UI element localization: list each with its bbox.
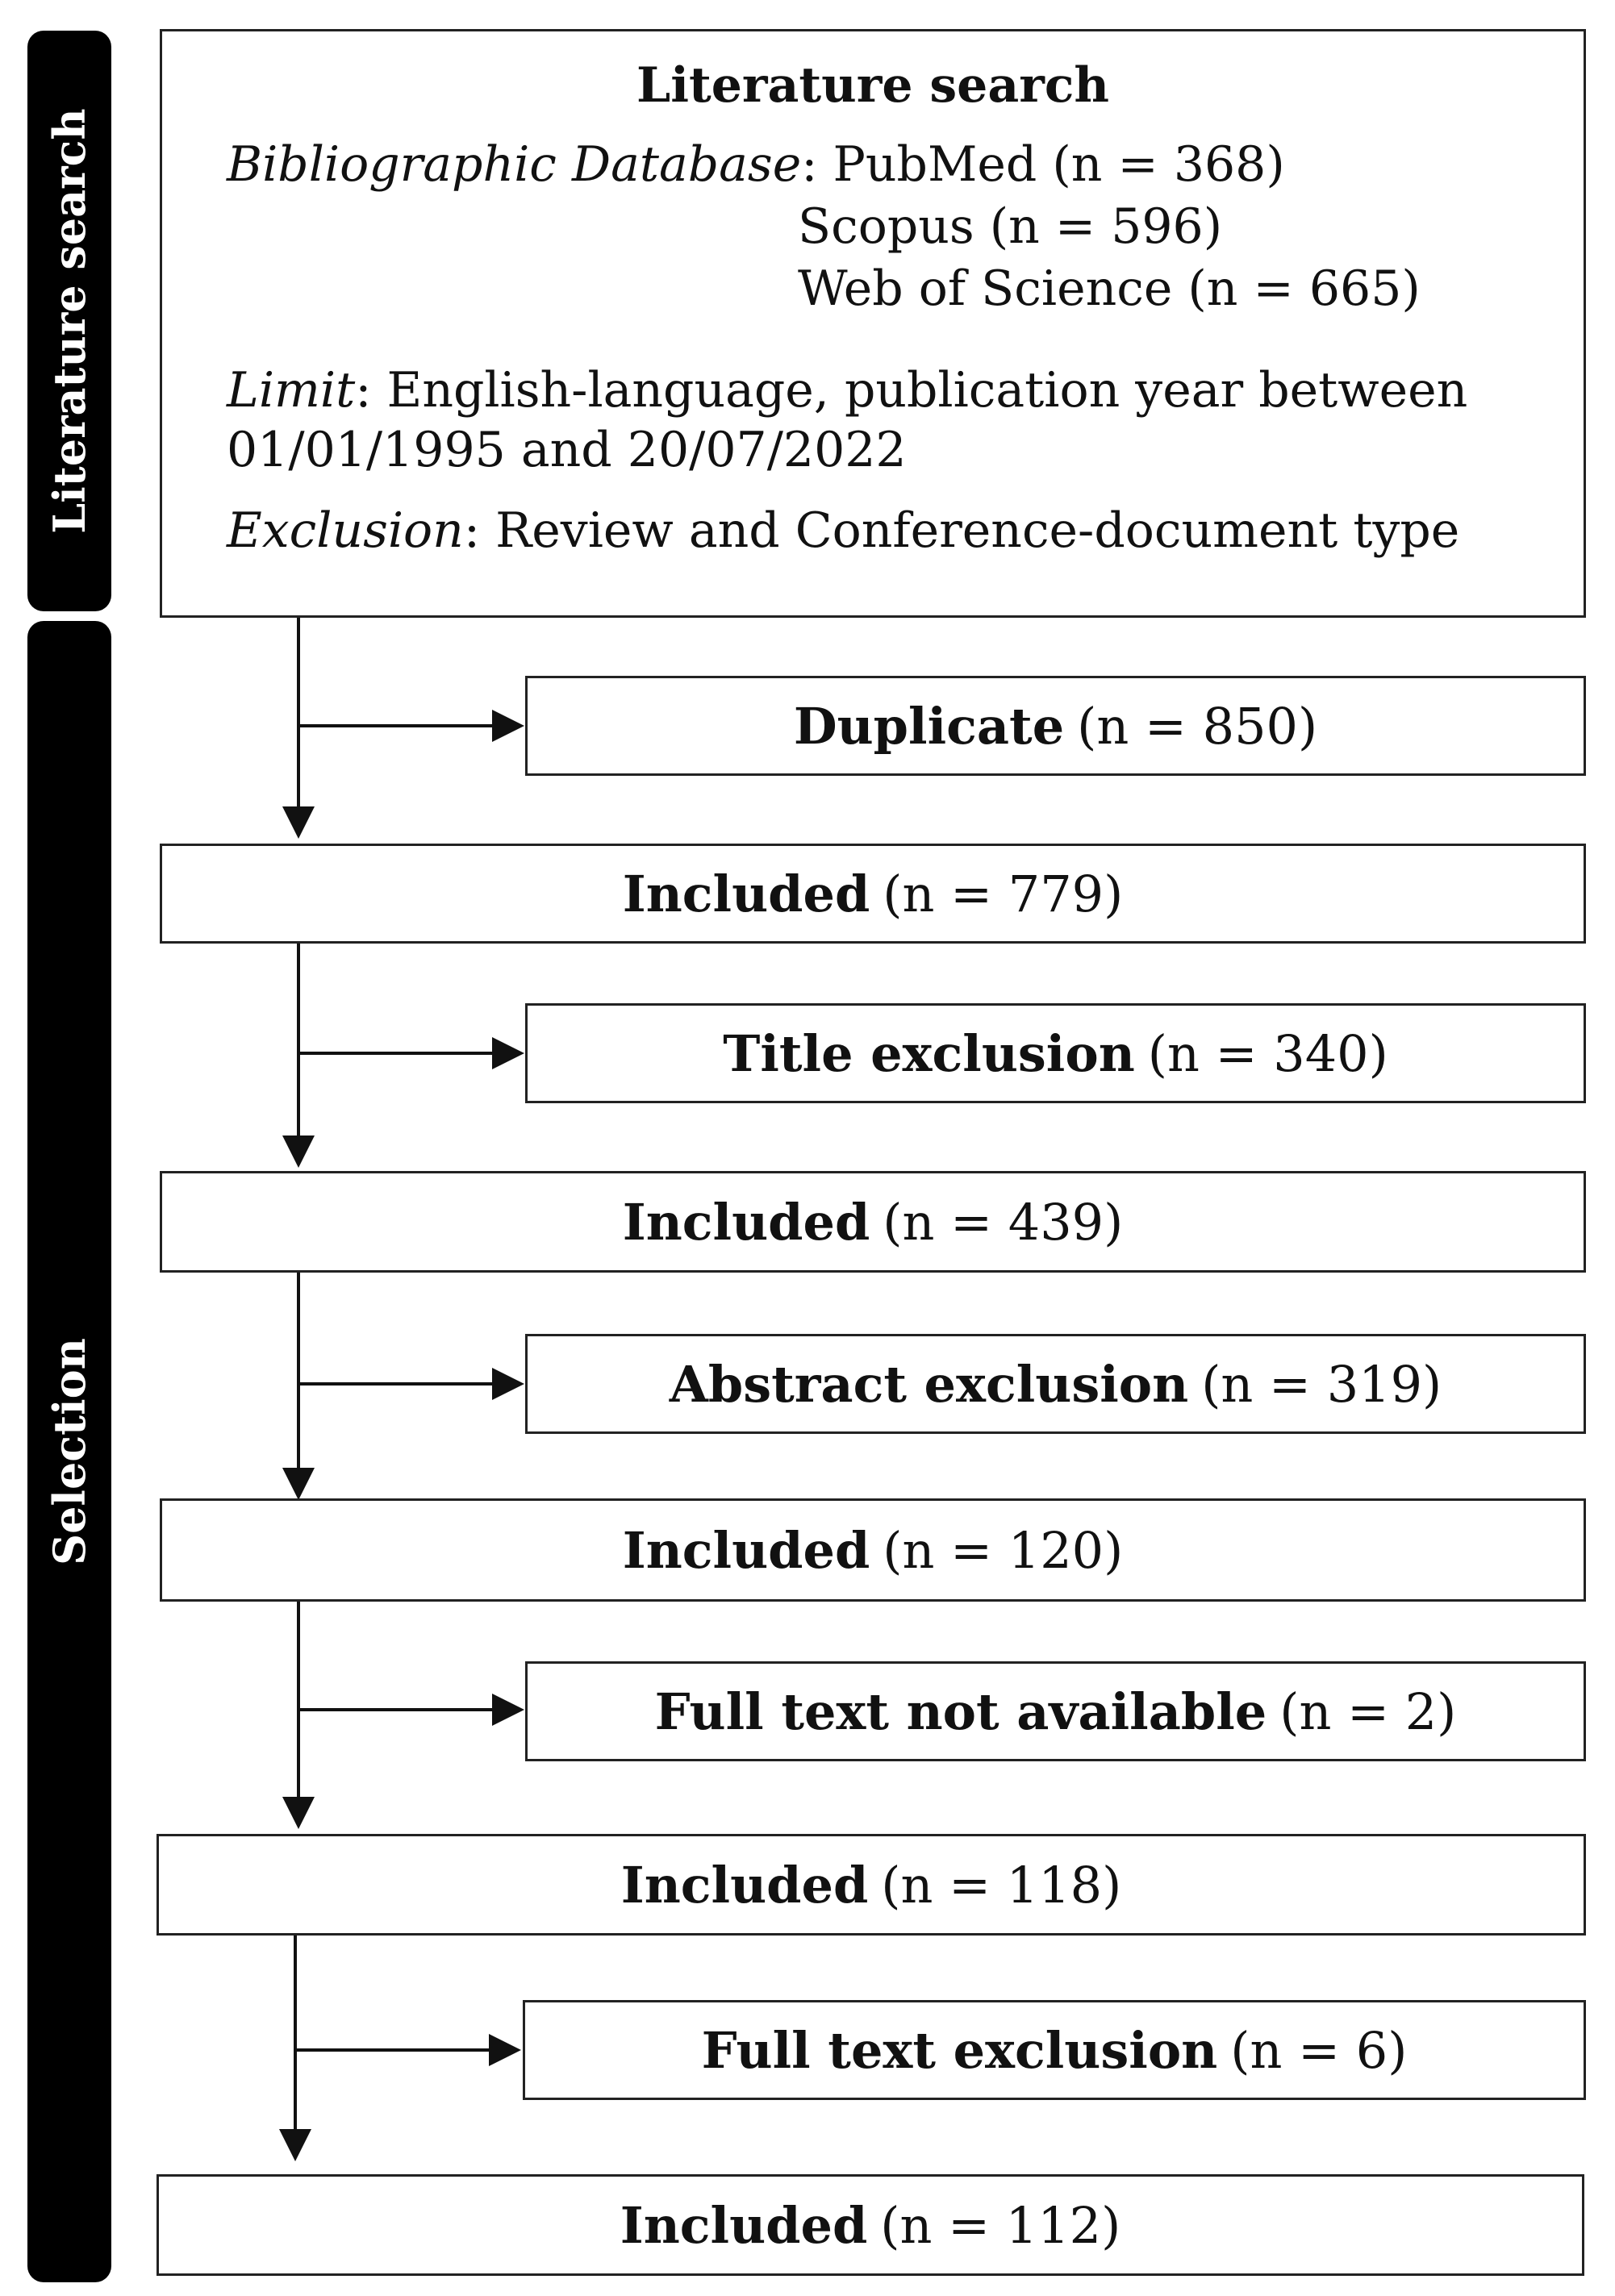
included-count: (n = 779) [883, 864, 1124, 923]
database-wos: Web of Science (n = 665) [798, 260, 1421, 317]
included-count: (n = 120) [883, 1520, 1124, 1580]
included-label: Included [622, 1192, 870, 1252]
included-box-3 [160, 1498, 1586, 1602]
excluded-label: Full text exclusion [701, 2020, 1218, 2080]
excluded-count: (n = 2) [1279, 1681, 1457, 1741]
arrowhead-down-1 [282, 806, 315, 839]
arrowhead-down-5 [279, 2129, 311, 2161]
database-colon: : [801, 136, 833, 193]
excluded-box-duplicate [525, 676, 1586, 776]
exclusion-text: : Review and Conference-document type [463, 502, 1460, 559]
excluded-count: (n = 6) [1230, 2020, 1408, 2080]
excluded-box-title [525, 1003, 1586, 1103]
excluded-count: (n = 319) [1201, 1354, 1442, 1414]
arrowhead-right-3 [492, 1368, 524, 1400]
limit-label: Limit [227, 362, 356, 419]
excluded-count: (n = 850) [1077, 696, 1318, 756]
included-label: Included [622, 864, 870, 923]
arrowhead-right-4 [492, 1694, 524, 1726]
limit-text-1: : English-language, publication year between [355, 362, 1468, 419]
arrowhead-right-5 [489, 2034, 521, 2066]
excluded-label: Full text not available [654, 1681, 1267, 1741]
arrowhead-down-4 [282, 1797, 315, 1829]
excluded-box-abstract [525, 1334, 1586, 1434]
excluded-box-full-text-exclusion [523, 2000, 1586, 2100]
limit-line-2: 01/01/1995 and 20/07/2022 [227, 422, 907, 478]
database-label: Bibliographic Database [227, 136, 802, 193]
phase-label-selection: Selection [44, 1338, 95, 1565]
arrowhead-right-2 [492, 1037, 524, 1069]
phase-label-literature-search: Literature search [44, 108, 95, 534]
included-label: Included [620, 1855, 869, 1915]
database-scopus: Scopus (n = 596) [798, 198, 1223, 255]
excluded-count: (n = 340) [1147, 1023, 1388, 1083]
included-box-2 [160, 1171, 1586, 1273]
exclusion-label: Exclusion [227, 502, 464, 559]
excluded-label: Abstract exclusion [669, 1354, 1189, 1414]
database-pubmed: PubMed (n = 368) [833, 136, 1285, 193]
search-box-title: Literature search [636, 57, 1109, 114]
included-count: (n = 439) [883, 1192, 1124, 1252]
arrowhead-right-1 [492, 710, 524, 742]
included-count: (n = 112) [880, 2195, 1121, 2255]
arrowhead-down-3 [282, 1468, 315, 1500]
included-box-5 [156, 2174, 1584, 2276]
included-label: Included [620, 2195, 868, 2255]
included-box-1 [160, 844, 1586, 944]
included-count: (n = 118) [881, 1855, 1122, 1915]
excluded-box-full-text-unavailable [525, 1661, 1586, 1761]
excluded-label: Duplicate [793, 696, 1065, 756]
included-box-4 [156, 1834, 1586, 1936]
included-label: Included [622, 1520, 870, 1580]
arrowhead-down-2 [282, 1135, 315, 1168]
excluded-label: Title exclusion [723, 1023, 1135, 1083]
